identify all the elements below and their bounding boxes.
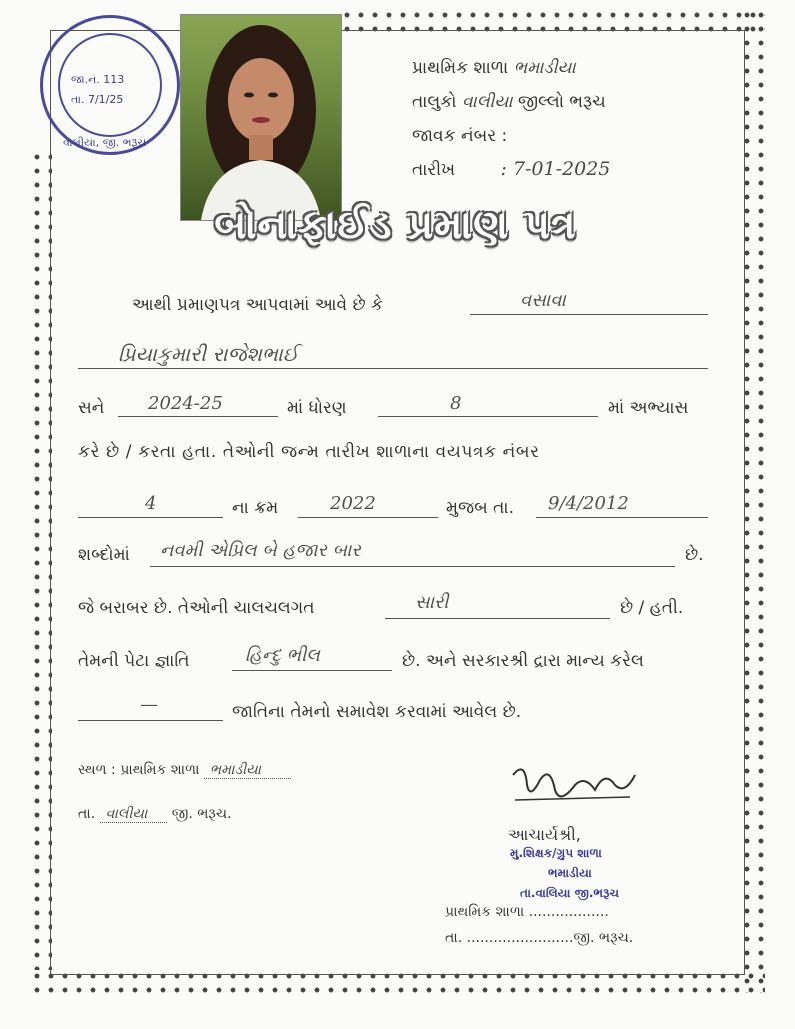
studying-text: માં અભ્યાસ	[608, 398, 689, 418]
conduct-end: છે / હતી.	[620, 598, 684, 618]
jati-text: જાતિના તેમનો સમાવેશ કરવામાં આવેલ છે.	[232, 702, 522, 722]
taluka-value: વાલીયા	[461, 92, 513, 112]
serial-value: 2022	[330, 493, 376, 514]
date-label: તારીખ	[412, 160, 456, 180]
dob-value: 9/4/2012	[548, 493, 629, 514]
border-pattern-top	[340, 8, 765, 32]
caste-end: છે. અને સરકારશ્રી દ્રારા માન્ય કરેલ	[402, 651, 644, 671]
student-photo	[180, 14, 342, 221]
place-line: સ્થળ : પ્રાથમિક શાળા ભમાડીયા	[78, 762, 291, 778]
jati-value: —	[140, 694, 158, 715]
outward-number: જાવક નંબર :	[412, 126, 508, 146]
caste-label: તેમની પેટા જ્ઞાતિ	[78, 651, 190, 671]
stamp-line-3: તા.વાલિયા જી.ભરૂચ	[520, 886, 619, 900]
year-label: સને	[78, 398, 105, 418]
school-line	[412, 58, 576, 78]
register-number: 4	[145, 493, 157, 514]
std-value: 8	[450, 393, 462, 414]
words-label: શબ્દોમાં	[78, 545, 130, 565]
school-label: પ્રાથમિક શાળા	[412, 58, 509, 78]
taluka-line	[412, 92, 606, 112]
border-pattern-left	[30, 150, 52, 970]
per-label: મુજબ તા.	[446, 498, 514, 518]
std-label: માં ધોરણ	[287, 398, 347, 418]
stamp-line-1: મુ.શિક્ષક/ગ્રુપ શાળા	[510, 846, 602, 860]
principal-signature	[505, 755, 645, 815]
year-value: 2024-25	[148, 393, 223, 414]
place-value: ભમાડીયા	[204, 762, 291, 779]
conduct-text: જે બરાબર છે. તેઓની ચાલચલગત	[78, 598, 315, 618]
date-line	[412, 158, 610, 180]
seal-date: તા. 7/1/25	[71, 93, 124, 106]
sign-school: પ્રાથમિક શાળા ..................	[445, 904, 609, 920]
date-value: : 7-01-2025	[500, 158, 611, 180]
school-seal	[40, 15, 180, 155]
taluka-label: તાલુકો	[412, 92, 457, 112]
dob-intro-text: કરે છે / કરતા હતા. તેઓની જન્મ તારીખ શાળાના વયપત્રક નંબર	[78, 442, 540, 462]
school-value: ભમાડીયા	[513, 58, 576, 78]
surname-value: વસાવા	[520, 290, 566, 311]
conduct-value: સારી	[415, 592, 449, 613]
ta-value: વાલીયા	[100, 806, 168, 823]
intro-text: આથી પ્રમાણપત્ર આપવામાં આવે છે કે	[132, 295, 383, 315]
dob-words-value: નવમી એપ્રિલ બે હજાર બાર	[160, 540, 361, 561]
words-end: છે.	[685, 545, 704, 565]
caste-value: હિન્દુ ભીલ	[245, 645, 320, 666]
seal-place: વાલીયા, જી. ભરૂચ	[63, 136, 147, 149]
serial-label: ના ક્રમ	[232, 498, 279, 518]
seal-number: જા.નં. 113	[71, 73, 125, 86]
district-label: જીલ્લો ભરૂચ	[517, 92, 606, 112]
principal-title: આચાર્યશ્રી,	[508, 825, 581, 844]
certificate-title: બોનાફાઈડ પ્રમાણ પત્ર	[214, 202, 577, 248]
sign-ta: તા. ........................જી. ભરૂચ.	[445, 930, 634, 946]
student-name-value: પ્રિયાકુમારી રાજેશભાઈ	[118, 342, 299, 366]
stamp-line-2: ભમાડીયા	[548, 866, 592, 880]
ta-line: તા. વાલીયા જી. ભરૂચ.	[78, 806, 232, 822]
